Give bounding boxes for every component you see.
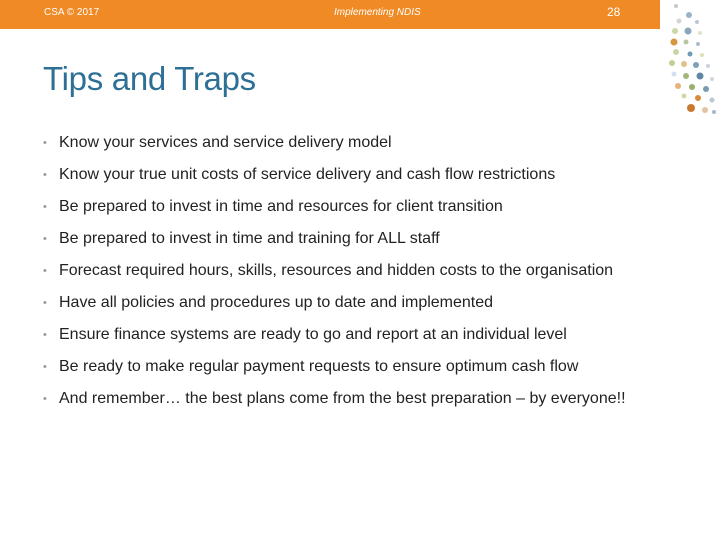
copyright-label: CSA © 2017 — [44, 7, 100, 18]
list-item: • Be prepared to invest in time and training for ALL staff — [43, 227, 673, 251]
list-item: • Be prepared to invest in time and resources for client transition — [43, 195, 673, 219]
bullet-icon: • — [43, 393, 47, 405]
presentation-title: Implementing NDIS — [334, 7, 421, 18]
bullet-icon: • — [43, 137, 47, 149]
bullet-icon: • — [43, 297, 47, 309]
list-item: • Ensure finance systems are ready to go and report at an individual level — [43, 323, 673, 347]
decorative-dots-icon — [660, 0, 720, 120]
bullet-icon: • — [43, 233, 47, 245]
header-bar — [0, 0, 660, 29]
list-item: • Know your services and service delivery model — [43, 131, 673, 155]
bullet-icon: • — [43, 201, 47, 213]
bullet-list — [43, 131, 673, 419]
list-item: • And remember… the best plans come from the best preparation – by everyone!! — [43, 387, 673, 411]
slide-number: 28 — [607, 5, 621, 19]
list-item: • Be ready to make regular payment requests to ensure optimum cash flow — [43, 355, 673, 379]
bullet-icon: • — [43, 361, 47, 373]
list-item: • Forecast required hours, skills, resources and hidden costs to the organisation — [43, 259, 673, 283]
bullet-icon: • — [43, 329, 47, 341]
slide-title: Tips and Traps — [43, 60, 256, 97]
bullet-icon: • — [43, 169, 47, 181]
list-item: • Have all policies and procedures up to date and implemented — [43, 291, 673, 315]
list-item: • Know your true unit costs of service delivery and cash flow restrictions — [43, 163, 673, 187]
bullet-icon: • — [43, 265, 47, 277]
